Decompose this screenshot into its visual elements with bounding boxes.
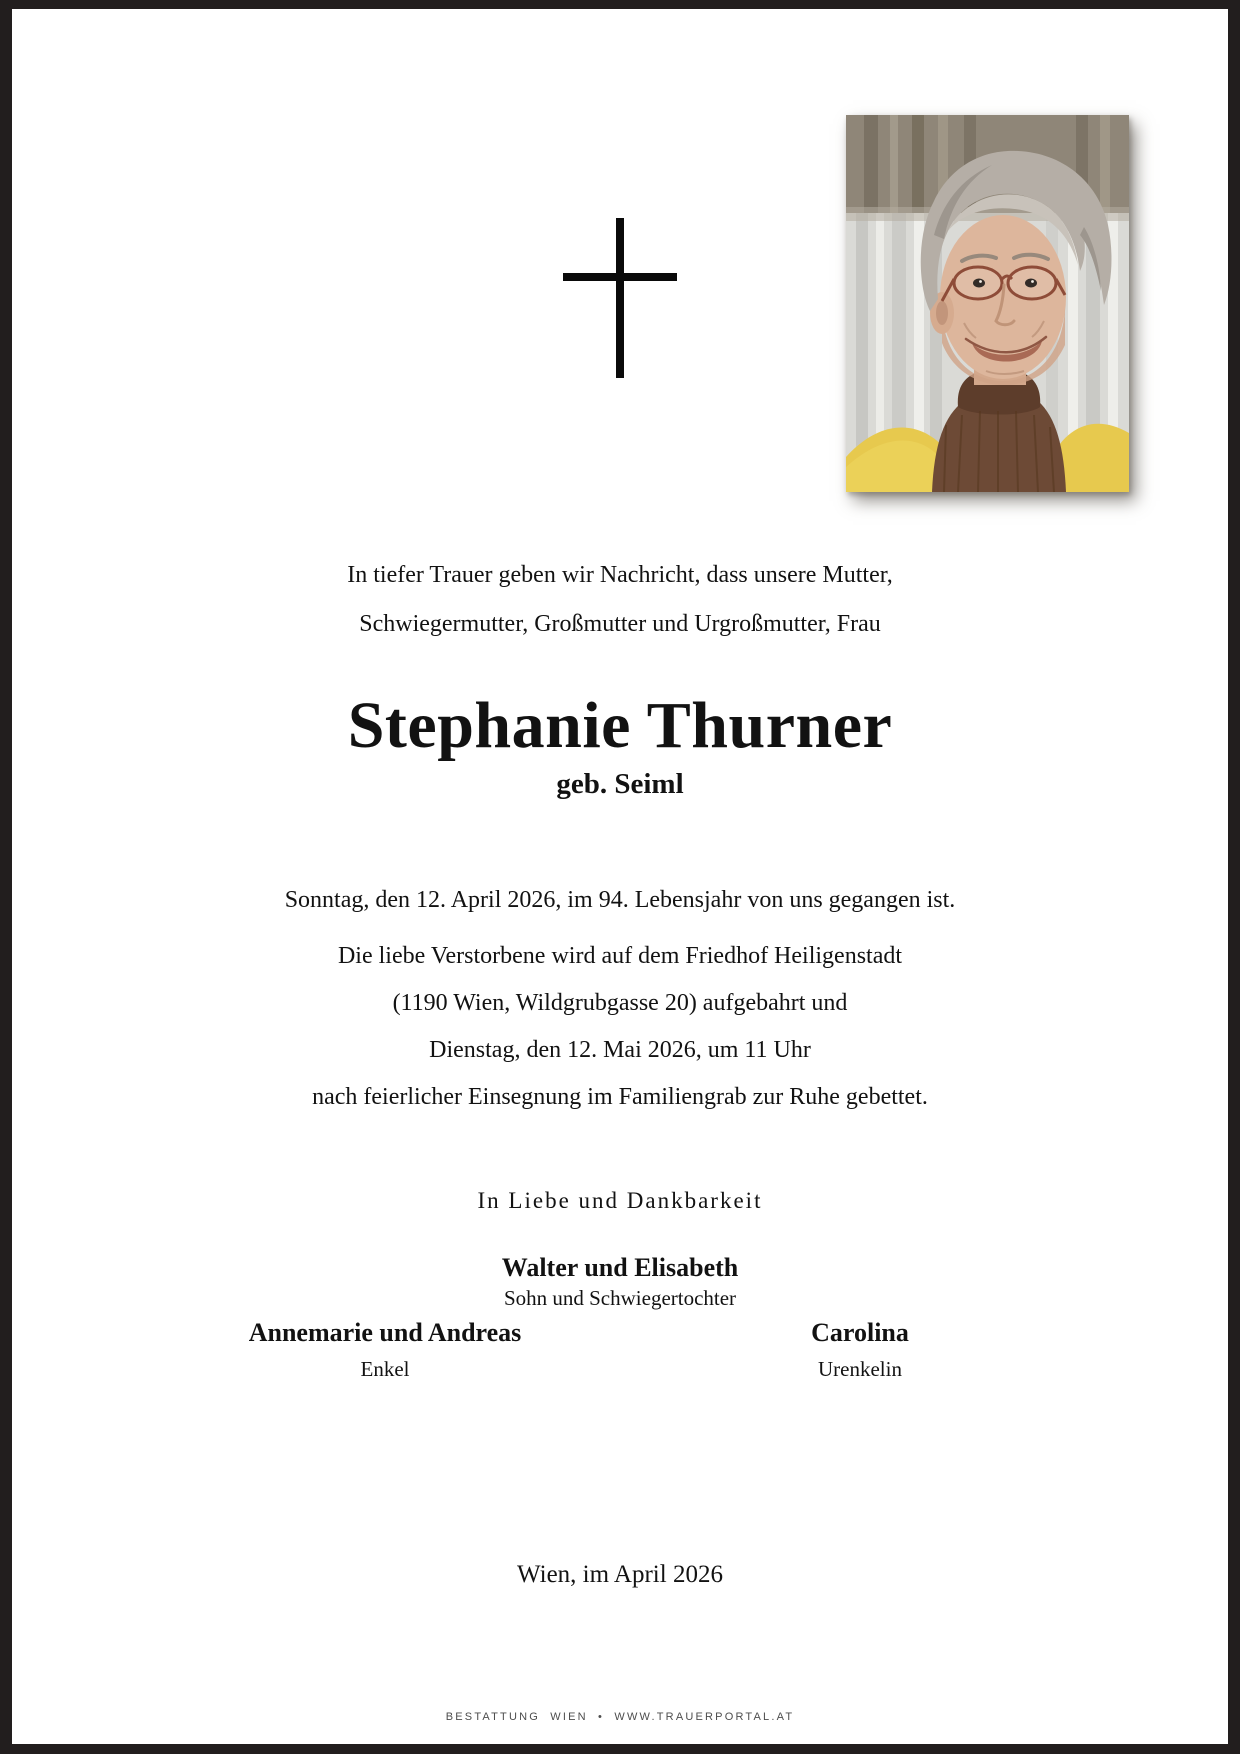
cross-icon bbox=[563, 218, 677, 378]
mourner-names-son: Walter und Elisabeth bbox=[501, 1253, 739, 1282]
mourner-names-greatgrandchild: Carolina bbox=[811, 1318, 909, 1347]
funeral-line: (1190 Wien, Wildgrubgasse 20) aufgebahrt und bbox=[392, 990, 848, 1016]
intro-line-2: Schwiegermutter, Großmutter und Urgroßmutter, Frau bbox=[359, 611, 881, 637]
footer-credit: BESTATTUNG WIEN • WWW.TRAUERPORTAL.AT bbox=[445, 1711, 795, 1723]
closing-line: In Liebe und Dankbarkeit bbox=[477, 1188, 763, 1213]
portrait-photo bbox=[846, 115, 1129, 492]
deceased-name: Stephanie Thurner bbox=[347, 689, 893, 762]
funeral-line: Die liebe Verstorbene wird auf dem Friedhof Heiligenstadt bbox=[337, 943, 903, 969]
mourner-relation-greatgrandchild: Urenkelin bbox=[818, 1357, 902, 1381]
death-notice: Sonntag, den 12. April 2026, im 94. Lebensjahr von uns gegangen ist. bbox=[284, 887, 956, 913]
mourner-relation-son: Sohn und Schwiegertochter bbox=[503, 1286, 737, 1310]
funeral-details bbox=[12, 933, 1228, 1121]
place-date: Wien, im April 2026 bbox=[517, 1561, 723, 1588]
maiden-name: geb. Seiml bbox=[556, 768, 684, 800]
funeral-line: nach feierlicher Einsegnung im Familiengrab zur Ruhe gebettet. bbox=[312, 1084, 928, 1110]
mourner-names-grandchildren: Annemarie und Andreas bbox=[248, 1318, 522, 1347]
funeral-line: Dienstag, den 12. Mai 2026, um 11 Uhr bbox=[429, 1037, 811, 1063]
mourner-relation-grandchildren: Enkel bbox=[360, 1357, 410, 1381]
intro-text bbox=[12, 551, 1228, 649]
obituary-card bbox=[12, 9, 1228, 1744]
intro-line-1: In tiefer Trauer geben wir Nachricht, dass unsere Mutter, bbox=[347, 562, 893, 588]
